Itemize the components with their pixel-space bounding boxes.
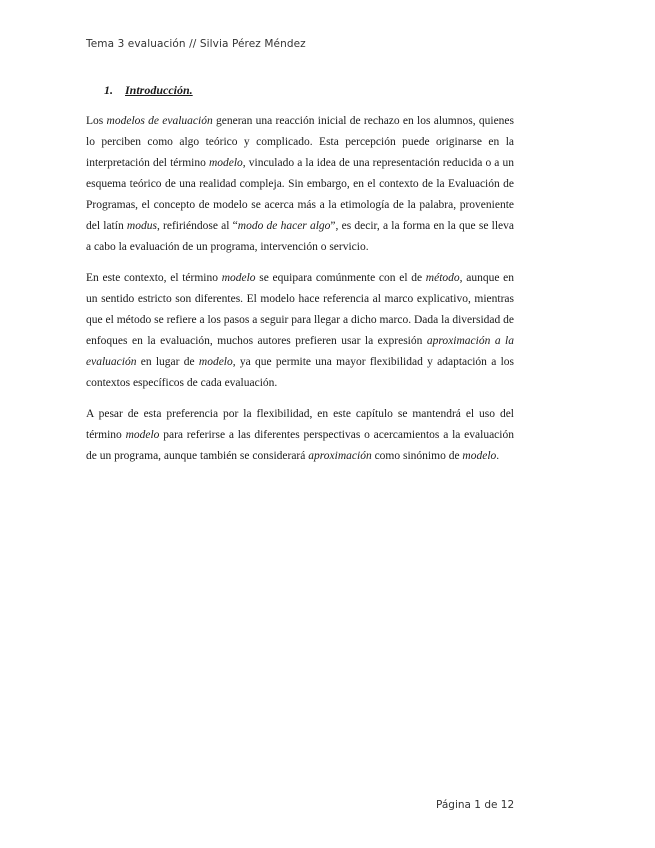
text-run: para referirse a las diferentes perspectivas o acercamientos a la evaluación de un programa, aunque también se considerará xyxy=(86,429,514,462)
emphasized-term: aproximación xyxy=(308,450,372,462)
text-run: , refiriéndose al “ xyxy=(156,220,238,232)
emphasized-term: aproximación a la evaluación xyxy=(86,335,514,368)
paragraph xyxy=(86,404,514,467)
page-header: Tema 3 evaluación // Silvia Pérez Méndez xyxy=(86,38,306,50)
text-run: , ya que permite una mayor flexibilidad y adaptación a los contextos específicos de cada evaluación. xyxy=(86,356,514,389)
emphasized-term: modelo xyxy=(198,356,233,368)
paragraph xyxy=(86,111,514,258)
text-run: generan una reacción inicial de rechazo en los alumnos, quienes lo perciben como algo teórico y complicado. Esta percepción puede originarse en la interpretación del término xyxy=(86,115,514,169)
emphasized-term: modo de hacer algo xyxy=(237,220,331,232)
emphasized-term: modus xyxy=(126,220,157,232)
emphasized-term: modelos de evaluación xyxy=(106,115,213,127)
emphasized-term: modelo xyxy=(208,157,243,169)
body-text xyxy=(86,111,514,477)
emphasized-term: método xyxy=(425,272,460,284)
page-number: Página 1 de 12 xyxy=(436,799,515,811)
section-heading xyxy=(104,83,193,98)
text-run: En este contexto, el término xyxy=(86,272,222,284)
text-run: , aunque en un sentido estricto son diferentes. El modelo hace referencia al marco explicativo, mientras que el método se refiere a los pasos a seguir para llegar a dicho marco. Dada la diversidad de enfoques en la evaluación, muchos autores prefieren usar la expresión xyxy=(86,272,514,347)
emphasized-term: modelo xyxy=(221,272,256,284)
paragraph xyxy=(86,268,514,394)
text-run: A pesar de esta preferencia por la flexibilidad, en este capítulo se mantendrá el uso del término xyxy=(86,408,514,441)
section-title: Introducción. xyxy=(125,83,193,97)
text-run: , vinculado a la idea de una representación reducida o a un esquema teórico de una realidad compleja. Sin embargo, en el contexto de la Evaluación de Programas, el concepto de modelo se acerca más a la etimología de la palabra, proveniente del latín xyxy=(86,157,514,232)
emphasized-term: modelo xyxy=(125,429,160,441)
text-run: ”, es decir, a la forma en la que se lleva a cabo la evaluación de un programa, intervención o servicio. xyxy=(86,220,514,253)
section-number: 1. xyxy=(104,83,113,97)
emphasized-term: modelo xyxy=(462,450,497,462)
text-run: se equipara comúnmente con el de xyxy=(255,272,426,284)
text-run: . xyxy=(496,450,500,462)
text-run: Los xyxy=(86,115,107,127)
text-run: como sinónimo de xyxy=(371,450,463,462)
text-run: en lugar de xyxy=(136,356,199,368)
